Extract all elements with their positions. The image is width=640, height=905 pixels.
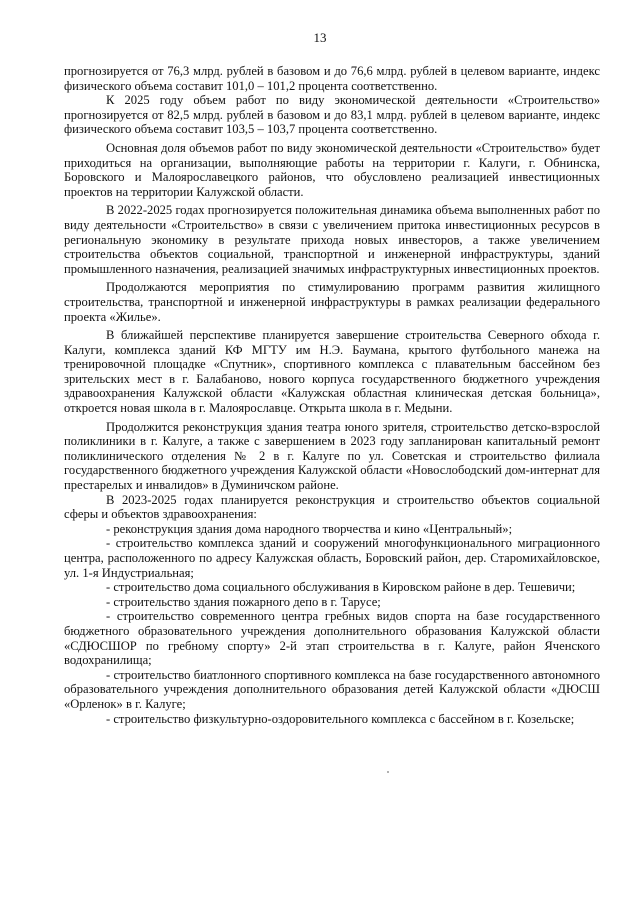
list-item: - строительство комплекса зданий и сооружений многофункционального миграционного центра, расположенного по адресу Калужская область, Боровский район, дер. Старомихайловское, ул. 1-я Индустриальная; (64, 536, 600, 580)
page-number: 13 (313, 30, 327, 45)
document-body (64, 64, 600, 726)
paragraph-continuation: прогнозируется от 76,3 млрд. рублей в базовом и до 76,6 млрд. рублей в целевом варианте, индекс физического объема составит 101,0 – 101,2 процента соответственно. (64, 64, 600, 93)
list-item: - строительство физкультурно-оздоровительного комплекса с бассейном в г. Козельске; (106, 711, 575, 726)
scan-speck (387, 771, 389, 773)
list-item: - реконструкция здания дома народного творчества и кино «Центральный»; (106, 521, 513, 536)
list-item: - строительство биатлонного спортивного комплекса на базе государственного автономного образовательного учреждения дополнительного образования детей Калужской области «ДЮСШ «Орленок» в г. Калуге; (64, 667, 600, 711)
list-item: - строительство здания пожарного депо в г. Тарусе; (106, 594, 381, 609)
paragraph-near-term: В ближайшей перспективе планируется завершение строительства Северного обхода г. Калуги, комплекса зданий КФ МГТУ им Н.Э. Баумана, крытого футбольного манежа на тренировочной площадке «Спутник», спортивного комплекса с плавательным бассейном без зрительских мест в г. Балабаново, нового корпуса государственного бюджетного учреждения здравоохранения Калужской области «Калужская областная клиническая детская больница», откроется новая школа в г. Малоярославце. Открыта школа в г. Медыни. (64, 328, 600, 416)
list-item: - строительство дома социального обслуживания в Кировском районе в дер. Тешевичи; (106, 580, 576, 595)
list-item: - строительство современного центра гребных видов спорта на базе государственного бюджетного образовательного учреждения дополнительного образования Калужской области «СДЮСШОР по гребному спорту» 2-й этап строительства в г. Калуге, район Яченского водохранилища; (64, 609, 600, 668)
paragraph-main-share: Основная доля объемов работ по виду экономической деятельности «Строительство» будет приходиться на организации, выполняющие работы на территории г. Калуги, г. Обнинска, Боровского и Малоярославецкого районов, что обусловлено реализацией инвестиционных проектов на территории Калужской области. (64, 140, 600, 199)
paragraph-2023-2025-plan: В 2023-2025 годах планируется реконструкция и строительство объектов социальной сферы и объектов здравоохранения: (64, 492, 600, 522)
paragraph-reconstruction: Продолжится реконструкция здания театра юного зрителя, строительство детско-взрослой поликлиники в г. Калуге, а также с завершением в 2023 году запланирован капитальный ремонт поликлинического отделения № 2 в г. Калуге по ул. Советская и строительство филиала государственного бюджетного учреждения Калужской области «Новослободский дом-интернат для престарелых и инвалидов» в Думиничском районе. (64, 419, 600, 493)
paragraph-2022-2025-dynamics: В 2022-2025 годах прогнозируется положительная динамика объема выполненных работ по виду деятельности «Строительство» в связи с увеличением притока инвестиционных ресурсов в региональную экономику в результате прихода новых инвесторов, а также увеличением строительства объектов социальной, транспортной и инженерной инфраструктуры, зданий промышленного назначения, реализацией значимых инфраструктурных инвестиционных проектов. (64, 203, 600, 276)
paragraph-housing-program: Продолжаются мероприятия по стимулированию программ развития жилищного строительства, транспортной и инженерной инфраструктуры в рамках реализации федерального проекта «Жилье». (64, 280, 600, 324)
paragraph-2025-forecast: К 2025 году объем работ по виду экономической деятельности «Строительство» прогнозируется от 82,5 млрд. рублей в базовом и до 83,1 млрд. рублей в целевом варианте, индекс физического объема составит 103,5 – 103,7 процента соответственно. (64, 93, 600, 137)
